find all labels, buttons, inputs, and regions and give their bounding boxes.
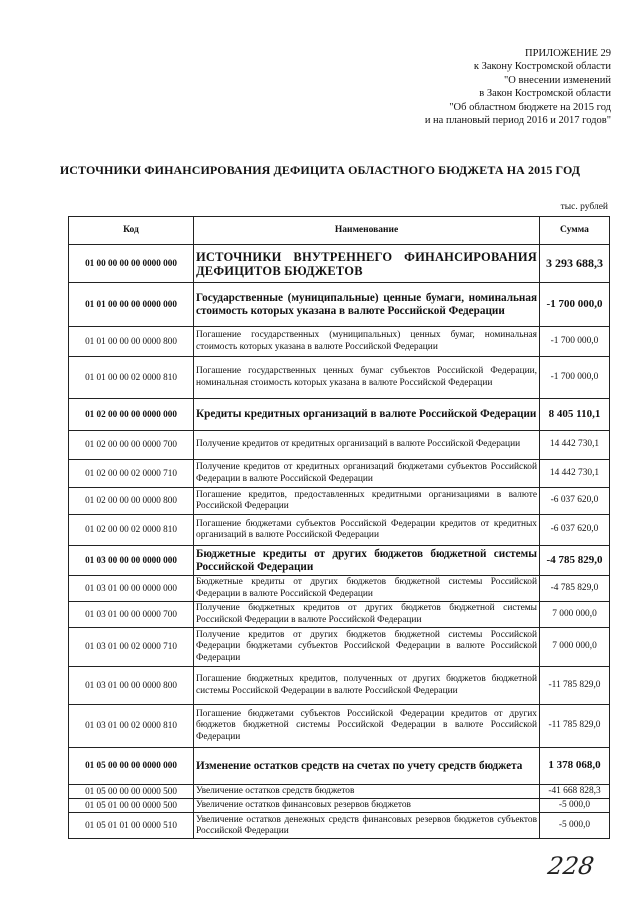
row-sum: -6 037 620,0 bbox=[540, 515, 610, 546]
row-sum: -1 700 000,0 bbox=[540, 327, 610, 357]
row-sum: -11 785 829,0 bbox=[540, 667, 610, 705]
table-row bbox=[69, 431, 610, 460]
row-code: 01 03 01 00 00 0000 700 bbox=[69, 602, 194, 628]
handwritten-page-number: 228 bbox=[546, 852, 596, 880]
table-row bbox=[69, 576, 610, 602]
document-title: ИСТОЧНИКИ ФИНАНСИРОВАНИЯ ДЕФИЦИТА ОБЛАСТНОГО БЮДЖЕТА НА 2015 ГОД bbox=[59, 163, 581, 177]
row-name: Кредиты кредитных организаций в валюте Российской Федерации bbox=[194, 399, 540, 431]
row-name: Получение бюджетных кредитов от других бюджетов бюджетной системы Российской Федерации в валюте Российской Федерации bbox=[194, 602, 540, 628]
row-name: Увеличение остатков денежных средств финансовых резервов бюджетов субъектов Российской Федерации bbox=[194, 813, 540, 839]
table-row bbox=[69, 628, 610, 667]
row-name: Изменение остатков средств на счетах по учету средств бюджета bbox=[194, 748, 540, 785]
table-row bbox=[69, 327, 610, 357]
units-label: тыс. рублей bbox=[560, 202, 608, 212]
appendix-line: "Об областном бюджете на 2015 год bbox=[449, 101, 611, 113]
row-code: 01 03 01 00 02 0000 710 bbox=[69, 628, 194, 667]
table-row bbox=[69, 488, 610, 515]
row-sum: -11 785 829,0 bbox=[540, 705, 610, 748]
row-sum: 7 000 000,0 bbox=[540, 602, 610, 628]
row-code: 01 02 00 00 00 0000 800 bbox=[69, 488, 194, 515]
table-row bbox=[69, 546, 610, 576]
row-name: Погашение бюджетами субъектов Российской Федерации кредитов от других бюджетов бюджетной системы Российской Федерации в валюте Российской Федерации bbox=[194, 705, 540, 748]
row-code: 01 01 00 00 00 0000 000 bbox=[69, 283, 194, 327]
table-row bbox=[69, 602, 610, 628]
row-name: Увеличение остатков средств бюджетов bbox=[194, 785, 540, 799]
financing-sources-table bbox=[68, 216, 610, 839]
column-header-code: Код bbox=[69, 217, 194, 245]
row-code: 01 00 00 00 00 0000 000 bbox=[69, 245, 194, 283]
row-code: 01 05 01 00 00 0000 500 bbox=[69, 799, 194, 813]
row-name: Погашение бюджетами субъектов Российской Федерации кредитов от кредитных организаций в валюте Российской Федерации bbox=[194, 515, 540, 546]
row-sum: -1 700 000,0 bbox=[540, 357, 610, 399]
appendix-line: "О внесении изменений bbox=[504, 74, 611, 86]
row-code: 01 02 00 00 00 0000 000 bbox=[69, 399, 194, 431]
row-name: Бюджетные кредиты от других бюджетов бюджетной системы Российской Федерации bbox=[194, 546, 540, 576]
row-code: 01 03 00 00 00 0000 000 bbox=[69, 546, 194, 576]
row-sum: -5 000,0 bbox=[540, 799, 610, 813]
row-code: 01 01 00 00 00 0000 800 bbox=[69, 327, 194, 357]
row-code: 01 03 01 00 00 0000 000 bbox=[69, 576, 194, 602]
appendix-line: ПРИЛОЖЕНИЕ 29 bbox=[525, 48, 611, 59]
row-code: 01 02 00 00 00 0000 700 bbox=[69, 431, 194, 460]
row-code: 01 03 01 00 00 0000 800 bbox=[69, 667, 194, 705]
row-name: Погашение кредитов, предоставленных кредитными организациями в валюте Российской Федерации bbox=[194, 488, 540, 515]
row-name: Получение кредитов от кредитных организаций бюджетами субъектов Российской Федерации в валюте Российской Федерации bbox=[194, 460, 540, 488]
table-row bbox=[69, 799, 610, 813]
row-name: Погашение государственных ценных бумаг субъектов Российской Федерации, номинальная стоимость которых указана в валюте Российской Федерации bbox=[194, 357, 540, 399]
row-name: Получение кредитов от кредитных организаций в валюте Российской Федерации bbox=[194, 431, 540, 460]
column-header-sum: Сумма bbox=[540, 217, 610, 245]
row-sum: -6 037 620,0 bbox=[540, 488, 610, 515]
row-name: ИСТОЧНИКИ ВНУТРЕННЕГО ФИНАНСИРОВАНИЯ ДЕФИЦИТОВ БЮДЖЕТОВ bbox=[194, 245, 540, 283]
table-row bbox=[69, 399, 610, 431]
table-row bbox=[69, 283, 610, 327]
table-row bbox=[69, 460, 610, 488]
row-sum: -5 000,0 bbox=[540, 813, 610, 839]
row-sum: 14 442 730,1 bbox=[540, 460, 610, 488]
appendix-header bbox=[311, 47, 611, 127]
row-sum: -1 700 000,0 bbox=[540, 283, 610, 327]
row-name: Погашение бюджетных кредитов, полученных от других бюджетов бюджетной системы Российской Федерации в валюте Российской Федерации bbox=[194, 667, 540, 705]
row-name: Погашение государственных (муниципальных) ценных бумаг, номинальная стоимость которых указана в валюте Российской Федерации bbox=[194, 327, 540, 357]
appendix-line: в Закон Костромской области bbox=[479, 88, 611, 100]
table-row bbox=[69, 667, 610, 705]
table-row bbox=[69, 705, 610, 748]
row-sum: -4 785 829,0 bbox=[540, 546, 610, 576]
row-sum: 7 000 000,0 bbox=[540, 628, 610, 667]
row-sum: -41 668 828,3 bbox=[540, 785, 610, 799]
row-code: 01 02 00 00 02 0000 710 bbox=[69, 460, 194, 488]
row-sum: 14 442 730,1 bbox=[540, 431, 610, 460]
table-row bbox=[69, 785, 610, 799]
row-code: 01 03 01 00 02 0000 810 bbox=[69, 705, 194, 748]
table-row bbox=[69, 813, 610, 839]
row-code: 01 01 00 00 02 0000 810 bbox=[69, 357, 194, 399]
row-name: Получение кредитов от других бюджетов бюджетной системы Российской Федерации бюджетами субъектов Российской Федерации в валюте Российской Федерации bbox=[194, 628, 540, 667]
row-code: 01 05 01 01 00 0000 510 bbox=[69, 813, 194, 839]
table-row bbox=[69, 245, 610, 283]
row-sum: -4 785 829,0 bbox=[540, 576, 610, 602]
row-sum: 3 293 688,3 bbox=[540, 245, 610, 283]
appendix-line: к Закону Костромской области bbox=[473, 61, 611, 73]
row-sum: 8 405 110,1 bbox=[540, 399, 610, 431]
appendix-line: и на плановый период 2016 и 2017 годов" bbox=[424, 115, 611, 127]
row-code: 01 02 00 00 02 0000 810 bbox=[69, 515, 194, 546]
table-row bbox=[69, 748, 610, 785]
table-header-row bbox=[69, 217, 610, 245]
row-code: 01 05 00 00 00 0000 000 bbox=[69, 748, 194, 785]
table-row bbox=[69, 357, 610, 399]
row-sum: 1 378 068,0 bbox=[540, 748, 610, 785]
column-header-name: Наименование bbox=[194, 217, 540, 245]
row-name: Бюджетные кредиты от других бюджетов бюджетной системы Российской Федерации в валюте Российской Федерации bbox=[194, 576, 540, 602]
row-name: Государственные (муниципальные) ценные бумаги, номинальная стоимость которых указана в валюте Российской Федерации bbox=[194, 283, 540, 327]
row-code: 01 05 00 00 00 0000 500 bbox=[69, 785, 194, 799]
row-name: Увеличение остатков финансовых резервов бюджетов bbox=[194, 799, 540, 813]
table-row bbox=[69, 515, 610, 546]
